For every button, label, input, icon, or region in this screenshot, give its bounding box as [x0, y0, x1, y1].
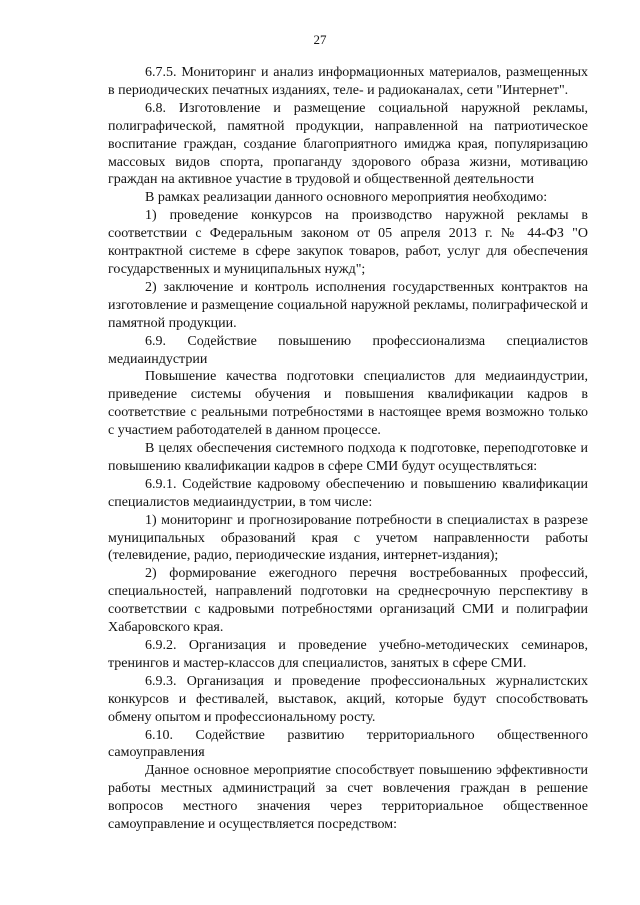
paragraph-6-10: 6.10. Содействие развитию территориального общественного самоуправления — [108, 727, 588, 761]
document-body — [108, 64, 588, 834]
paragraph-intro-6-8: В рамках реализации данного основного мероприятия необходимо: — [145, 190, 548, 206]
paragraph-6-9-2: 6.9.2. Организация и проведение учебно-методических семинаров, тренингов и мастер-классов для специалистов, занятых в сфере СМИ. — [108, 638, 588, 671]
paragraph-6-8: 6.8. Изготовление и размещение социальной наружной рекламы, полиграфической, памятной продукции, направленной на патриотическое воспитание граждан, создание благоприятного имиджа края, популяризацию массовых видов спорта, пропаганду здорового образа жизни, мотивацию граждан на активное участие в трудовой и общественной деятельности — [108, 100, 588, 188]
paragraph-6-9: 6.9. Содействие повышению профессионализма специалистов медиаиндустрии — [108, 333, 588, 367]
paragraph-6-9-1-item-1: 1) мониторинг и прогнозирование потребности в специалистах в разрезе муниципальных образований края с учетом направленности работы (телевидение, радио, периодические издания, интернет-издания); — [108, 512, 588, 564]
paragraph-6-8-item-1: 1) проведение конкурсов на производство наружной рекламы в соответствии с Федеральным законом от 05 апреля 2013 г. № 44-ФЗ "О контрактной системе в сфере закупок товаров, работ, услуг для обеспечения государственных и муниципальных нужд"; — [108, 208, 588, 277]
paragraph-6-10-body: Данное основное мероприятие способствует повышению эффективности работы местных администраций за счет вовлечения граждан в решение вопросов местного значения через территориальное общественное самоуправление и осуществляется посредством: — [108, 763, 588, 833]
paragraph-6-9-body: Повышение качества подготовки специалистов для медиаиндустрии, приведение системы обучения и повышения квалификации кадров в соответствие с реальными потребностями в настоящее время возможно только с участием работодателей в данном процессе. — [108, 369, 588, 439]
page-number: 27 — [313, 32, 327, 47]
paragraph-6-8-item-2: 2) заключение и контроль исполнения государственных контрактов на изготовление и размещение социальной наружной рекламы, полиграфической и памятной продукции. — [108, 279, 588, 331]
paragraph-6-9-intro: В целях обеспечения системного подхода к подготовке, переподготовке и повышению квалификации кадров в сфере СМИ будут осуществляться: — [108, 441, 588, 474]
paragraph-6-9-1: 6.9.1. Содействие кадровому обеспечению и повышению квалификации специалистов медиаиндустрии, в том числе: — [108, 476, 588, 510]
paragraph-6-7-5: 6.7.5. Мониторинг и анализ информационных материалов, размещенных в периодических печатных изданиях, теле- и радиоканалах, сети "Интернет". — [108, 65, 588, 98]
paragraph-6-9-1-item-2: 2) формирование ежегодного перечня востребованных профессий, специальностей, направлений подготовки на среднесрочную перспективу в соответствии с кадровыми потребностями организаций СМИ и полиграфии Хабаровского края. — [108, 566, 588, 636]
paragraph-6-9-3: 6.9.3. Организация и проведение профессиональных журналистских конкурсов и фестивалей, выставок, акций, которые будут способствовать обмену опытом и профессиональному росту. — [108, 673, 588, 725]
